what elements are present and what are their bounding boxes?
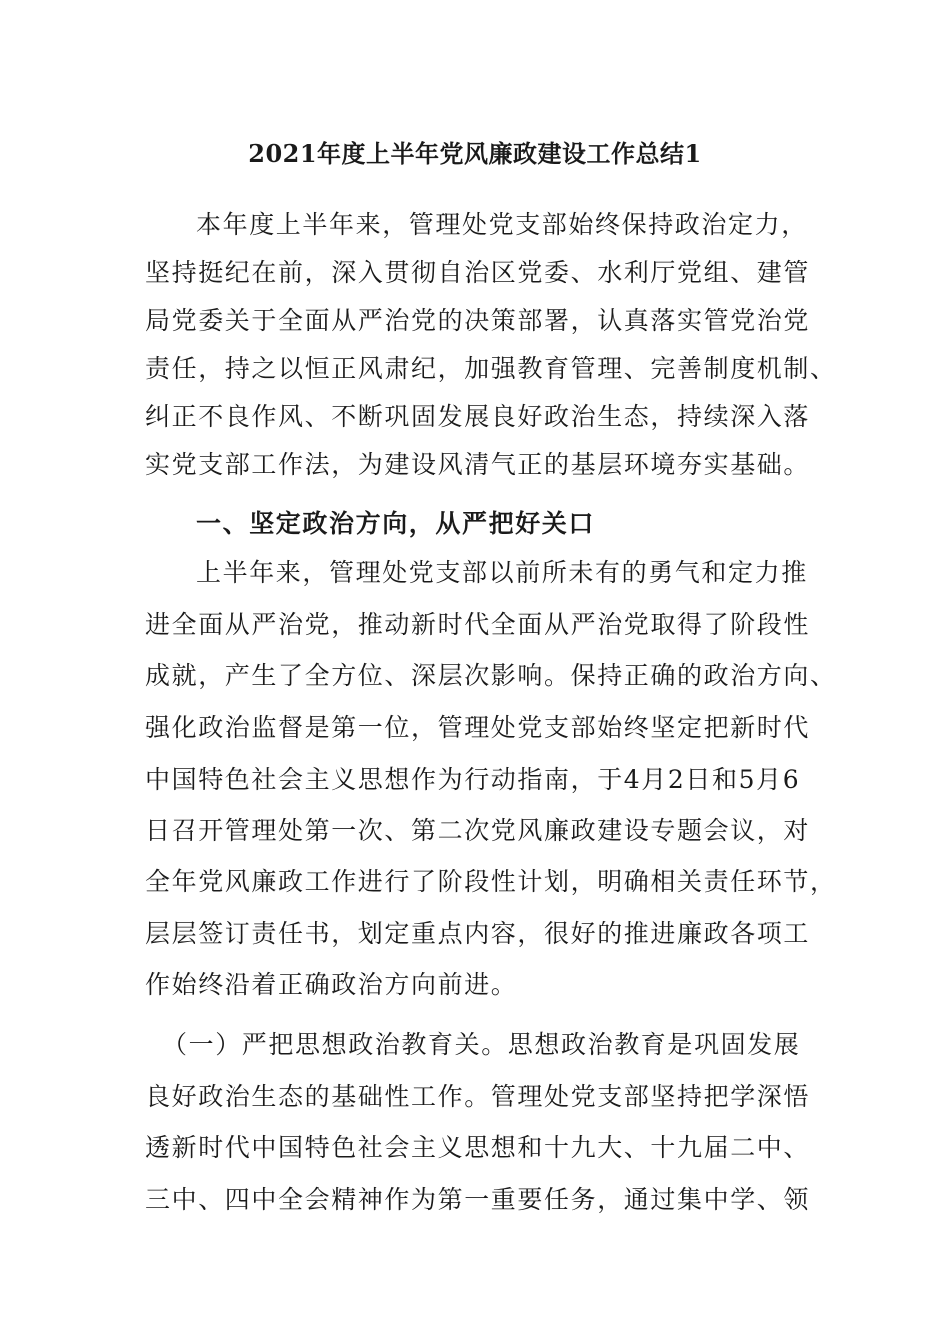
section-heading: 一、坚定政治方向，从严把好关口 [196,509,596,538]
document-title: 2021年度上半年党风廉政建设工作总结1 [248,139,702,168]
paragraph-line: 上半年来，管理处党支部以前所未有的勇气和定力推 [196,558,808,587]
paragraph-line: 坚持挺纪在前，深入贯彻自治区党委、水利厅党组、建管 [145,258,811,287]
paragraph-line: 实党支部工作法，为建设风清气正的基层环境夯实基础。 [145,450,811,479]
paragraph-line: 纠正不良作风、不断巩固发展良好政治生态，持续深入落 [145,402,811,431]
paragraph-line: 三中、四中全会精神作为第一重要任务，通过集中学、领 [145,1185,811,1214]
paragraph-line: 日召开管理处第一次、第二次党风廉政建设专题会议，对 [145,816,811,845]
paragraph-line: 作始终沿着正确政治方向前进。 [145,970,518,999]
paragraph-line: 全年党风廉政工作进行了阶段性计划，明确相关责任环节， [145,867,837,896]
subsection-line: （一）严把思想政治教育关。思想政治教育是巩固发展 [162,1030,801,1059]
paragraph-line: 成就，产生了全方位、深层次影响。保持正确的政治方向、 [145,661,837,690]
paragraph-line: 透新时代中国特色社会主义思想和十九大、十九届二中、 [145,1133,811,1162]
paragraph-line: 强化政治监督是第一位，管理处党支部始终坚定把新时代 [145,713,811,742]
paragraph-line: 良好政治生态的基础性工作。管理处党支部坚持把学深悟 [145,1082,811,1111]
paragraph-line: 进全面从严治党，推动新时代全面从严治党取得了阶段性 [145,610,811,639]
paragraph-line: 局党委关于全面从严治党的决策部署，认真落实管党治党 [145,306,811,335]
paragraph-line: 责任，持之以恒正风肃纪，加强教育管理、完善制度机制、 [145,354,837,383]
paragraph-line: 本年度上半年来，管理处党支部始终保持政治定力， [196,210,808,239]
paragraph-line: 层层签订责任书，划定重点内容，很好的推进廉政各项工 [145,919,811,948]
paragraph-line: 中国特色社会主义思想作为行动指南，于4月2日和5月6 [145,765,801,794]
